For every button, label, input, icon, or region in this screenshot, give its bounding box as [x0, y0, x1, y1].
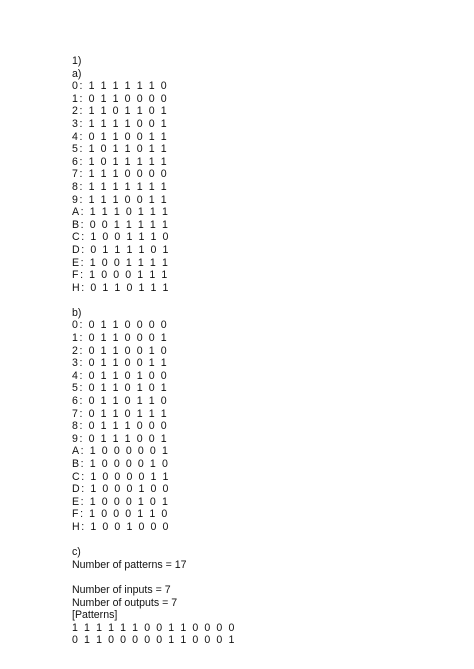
- part-b-row: 9: 0 1 1 1 0 0 1: [72, 432, 169, 445]
- part-a-row: 1: 0 1 1 0 0 0 0: [72, 92, 169, 105]
- part-b-row: D: 1 0 0 0 1 0 0: [72, 483, 171, 496]
- part-b-truth-table: [72, 319, 432, 533]
- part-a-row: 5: 1 0 1 1 0 1 1: [72, 143, 169, 156]
- part-a-row: A: 1 1 1 0 1 1 1: [72, 206, 170, 219]
- patterns-header: [Patterns]: [72, 609, 118, 622]
- paragraph-spacer: [72, 571, 432, 584]
- part-b-row: A: 1 0 0 0 0 0 1: [72, 445, 170, 458]
- part-b-label: b): [72, 306, 82, 319]
- part-a-row: 2: 1 1 0 1 1 0 1: [72, 105, 169, 118]
- part-a-row: B: 0 0 1 1 1 1 1: [72, 218, 170, 231]
- part-a-row: H: 0 1 1 0 1 1 1: [72, 281, 171, 294]
- part-a-row: 3: 1 1 1 1 0 0 1: [72, 117, 169, 130]
- part-b-row: B: 1 0 0 0 0 1 0: [72, 458, 170, 470]
- number-of-patterns-text: Number of patterns = 17: [72, 558, 187, 571]
- part-a-row: 8: 1 1 1 1 1 1 1: [72, 180, 169, 193]
- part-b-row: 0: 0 1 1 0 0 0 0: [72, 319, 169, 332]
- part-b-row: 5: 0 1 1 0 1 0 1: [72, 382, 169, 395]
- part-a-row: F: 1 0 0 0 1 1 1: [72, 269, 169, 282]
- part-a-row: 7: 1 1 1 0 0 0 0: [72, 168, 169, 181]
- part-b-row: E: 1 0 0 0 1 0 1: [72, 495, 170, 508]
- document-page: [72, 55, 432, 647]
- part-a-row: E: 1 0 0 1 1 1 1: [72, 256, 170, 269]
- part-a-row: 6: 1 0 1 1 1 1 1: [72, 155, 169, 168]
- part-b-row: 4: 0 1 1 0 1 0 0: [72, 369, 169, 382]
- pattern-row: 1 1 1 1 1 1 0 0 1 1 0 0 0 0: [72, 621, 236, 634]
- part-a-label: a): [72, 67, 82, 80]
- part-a-row: 9: 1 1 1 0 0 1 1: [72, 193, 169, 206]
- part-b-row: 8: 0 1 1 1 0 0 0: [72, 420, 169, 433]
- part-a-truth-table: [72, 80, 432, 294]
- part-a-row: D: 0 1 1 1 1 0 1: [72, 243, 171, 256]
- part-a-row: 4: 0 1 1 0 0 1 1: [72, 130, 169, 143]
- part-b-row: 2: 0 1 1 0 0 1 0: [72, 344, 169, 357]
- part-b-row: C: 1 0 0 0 0 1 1: [72, 470, 171, 483]
- question-number: 1): [72, 55, 82, 67]
- part-a-row: C: 1 0 0 1 1 1 0: [72, 231, 171, 244]
- part-a-row: 0: 1 1 1 1 1 1 0: [72, 80, 169, 93]
- number-of-outputs-text: Number of outputs = 7: [72, 596, 178, 609]
- part-b-row: 1: 0 1 1 0 0 0 1: [72, 332, 169, 345]
- paragraph-spacer: [72, 534, 432, 547]
- part-b-row: 3: 0 1 1 0 0 1 1: [72, 357, 169, 370]
- part-b-row: H: 1 0 0 1 0 0 0: [72, 520, 171, 533]
- pattern-row: 0 1 1 0 0 0 0 0 1 1 0 0 0 1: [72, 634, 236, 647]
- part-b-row: 7: 0 1 1 0 1 1 1: [72, 407, 169, 420]
- paragraph-spacer: [72, 294, 432, 307]
- part-b-row: F: 1 0 0 0 1 1 0: [72, 508, 169, 521]
- part-b-row: 6: 0 1 1 0 1 1 0: [72, 395, 169, 408]
- part-c-label: c): [72, 546, 81, 559]
- number-of-inputs-text: Number of inputs = 7: [72, 583, 171, 596]
